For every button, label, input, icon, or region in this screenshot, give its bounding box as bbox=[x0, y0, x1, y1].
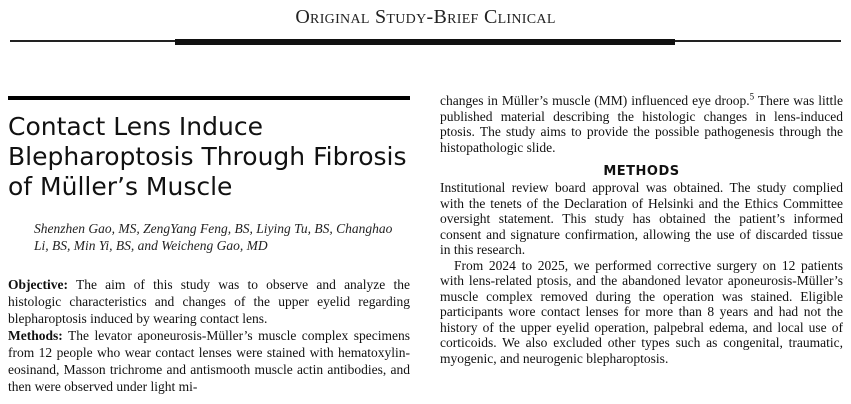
objective-text: The aim of this study was to observe and analyze the histologic characteristics and changes of the upper eyelid regarding blepharoptosis induced by wearing contact lens. bbox=[8, 277, 410, 326]
methods-paragraph-1: Institutional review board approval was obtained. The study complied with the tenets of the Declaration of Helsinki and the Ethics Committee oversight statement. This study has obtained the patient’s informed consent and signature confirmation, allowing the use of discarded tissue in this research. bbox=[440, 180, 843, 257]
abstract-objective bbox=[8, 276, 410, 327]
running-head: Original Study-Brief Clinical bbox=[295, 6, 556, 28]
methods-text: The levator aponeurosis-Müller’s muscle complex specimens from 12 people who wear contact lenses were stained with hematoxylin-eosinand, Masson trichrome and antismooth muscle actin antibodies, and then were observed under light mi- bbox=[8, 328, 410, 394]
title-rule bbox=[8, 96, 410, 100]
header-bar bbox=[175, 39, 675, 45]
intro-text: changes in Müller’s muscle (MM) influenced eye droop. bbox=[440, 93, 750, 108]
methods-heading: METHODS bbox=[603, 164, 680, 179]
abstract bbox=[8, 276, 410, 395]
reference-citation[interactable]: 5 bbox=[749, 91, 755, 102]
methods-paragraph-2: From 2024 to 2025, we performed corrective surgery on 12 patients with lens-related ptosis, and the abandoned levator aponeurosis-Müller’s muscle complex removed during the operation was stained. Eligible participants wore contact lenses for more than 8 years and had not the history of the upper eyelid operation, palpebral edema, and local use of corticoids. We also excluded other types such as congenital, traumatic, myogenic, and neurogenic blepharoptosis. bbox=[440, 257, 843, 366]
article-title: Contact Lens Induce Blepharoptosis Through Fibrosis of Müller’s Muscle bbox=[8, 112, 407, 201]
author-list: Shenzhen Gao, MS, ZengYang Feng, BS, Liying Tu, BS, Changhao Li, BS, Min Yi, BS, and Weicheng Gao, MD bbox=[34, 221, 393, 253]
objective-label: Objective: bbox=[8, 277, 68, 292]
left-column bbox=[8, 96, 410, 395]
abstract-methods bbox=[8, 327, 410, 395]
right-column bbox=[440, 93, 843, 366]
intro-paragraph bbox=[440, 93, 843, 155]
methods-label: Methods: bbox=[8, 328, 63, 343]
intro-text-continued: There was little published material describing the histologic changes in lens-induced ptosis. The study aims to provide the possible pathogenesis through the histopathologic slide. bbox=[440, 93, 843, 155]
